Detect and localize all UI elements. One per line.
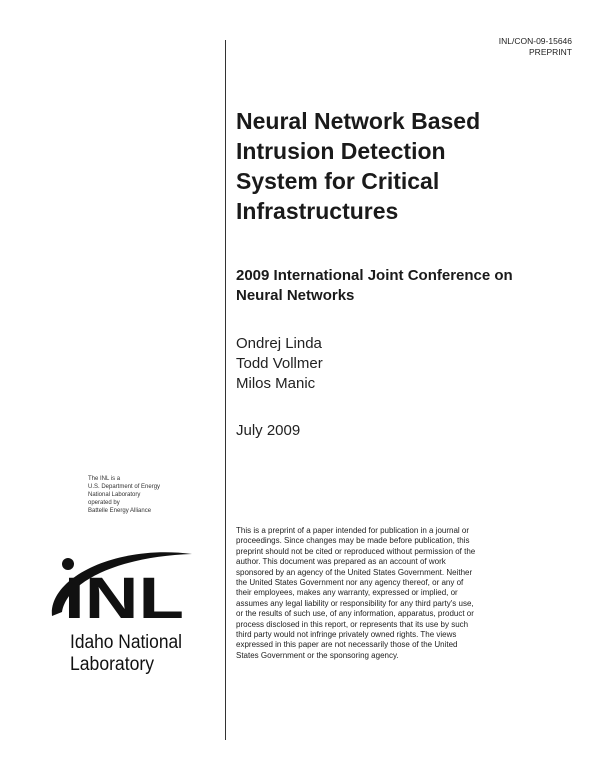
author-name: Milos Manic [236, 375, 316, 392]
conference-line: Neural Networks [236, 287, 355, 304]
conference-line: 2009 International Joint Conference on [236, 267, 513, 284]
author-list [236, 334, 323, 394]
author-name: Todd Vollmer [236, 355, 323, 372]
disclaimer-line: preprint should not be cited or reproduced without permission of the [236, 546, 476, 556]
inl-operator-note [88, 475, 160, 515]
inl-note-line: operated by [88, 500, 120, 506]
disclaimer-line: proceedings. Since changes may be made before publication, this [236, 536, 470, 546]
disclaimer-line: or the results of such use, of any information, apparatus, product or [236, 609, 474, 619]
title-line: Intrusion Detection [236, 138, 446, 164]
disclaimer-line: States Government or the sponsoring agency. [236, 650, 399, 660]
author-name: Ondrej Linda [236, 335, 322, 352]
document-number: INL/CON-09-15646 [498, 36, 572, 46]
disclaimer-line: assumes any legal liability or responsibility for any third party's use, [236, 598, 474, 608]
vertical-divider [225, 40, 226, 740]
disclaimer-line: sponsored by an agency of the United States Government. Neither [236, 567, 473, 577]
disclaimer-line: third party would not infringe privately owned rights. The views [236, 630, 457, 640]
logo-letters: INL [64, 566, 184, 631]
inl-logo [46, 538, 196, 678]
inl-note-line: U.S. Department of Energy [88, 484, 161, 490]
publication-date: July 2009 [236, 422, 301, 439]
paper-title [236, 106, 576, 226]
logo-wordmark-line1: Idaho National [70, 632, 182, 653]
logo-wordmark-line2: Laboratory [70, 654, 155, 675]
title-line: System for Critical [236, 168, 440, 194]
document-number-block [499, 36, 572, 58]
disclaimer-line: This is a preprint of a paper intended for publication in a journal or [236, 526, 470, 535]
inl-note-line: Battelle Energy Alliance [88, 508, 152, 514]
disclaimer-line: the United States Government nor any agency thereof, or any of [236, 578, 464, 588]
disclaimer-line: expressed in this paper are not necessarily those of the United [236, 640, 458, 650]
disclaimer-line: their employees, makes any warranty, expressed or implied, or [236, 588, 458, 598]
disclaimer-text [236, 526, 536, 661]
document-status: PREPRINT [529, 47, 572, 57]
inl-note-line: The INL is a [88, 476, 121, 482]
disclaimer-line: author. This document was prepared as an account of work [236, 557, 446, 567]
title-line: Infrastructures [236, 198, 399, 224]
conference-name [236, 266, 576, 306]
inl-note-line: National Laboratory [88, 492, 141, 498]
title-line: Neural Network Based [236, 108, 481, 134]
disclaimer-line: process disclosed in this report, or represents that its use by such [236, 619, 469, 629]
